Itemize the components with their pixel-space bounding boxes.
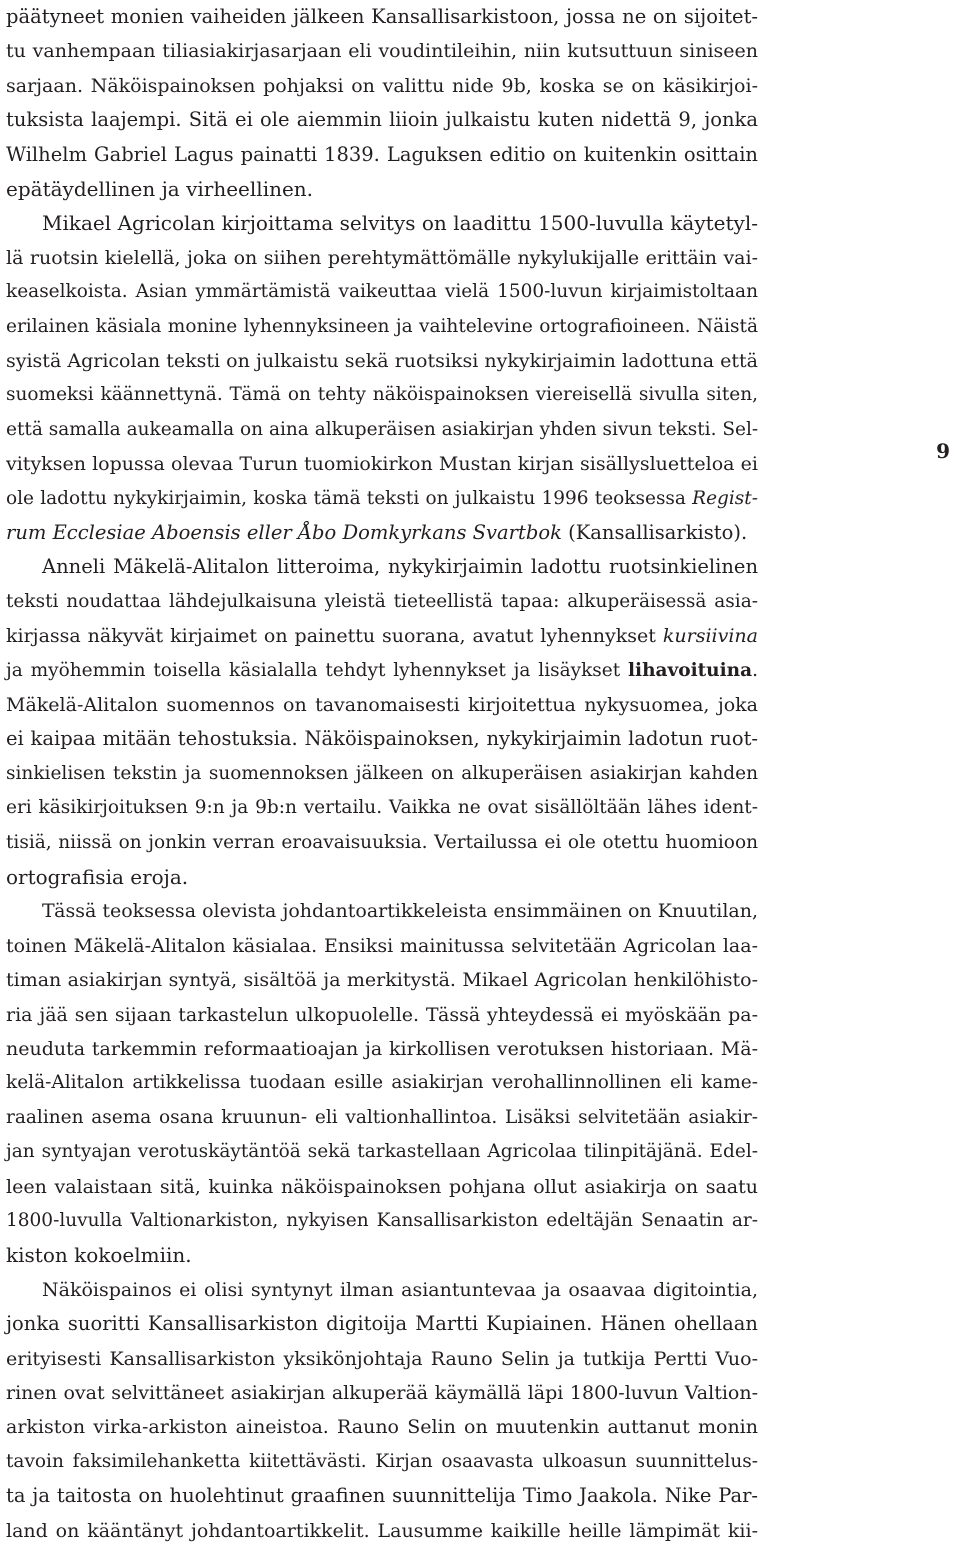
text-segment: kiston kokoelmiin. <box>6 1243 192 1268</box>
text-segment: ole ladottu nykykirjaimin, koska tämä teksti on julkaistu 1996 teoksessa <box>6 487 693 509</box>
text-line <box>6 1342 758 1376</box>
text-segment: rinen ovat selvittäneet asiakirjan alkuperää käymällä läpi 1800-luvun Valtion- <box>6 1382 758 1404</box>
text-segment: neuduta tarkemmin reformaatioajan ja kirkollisen verotuksen historiaan. Mä- <box>6 1038 758 1060</box>
text-line <box>6 1514 758 1548</box>
text-segment: sinkielisen tekstin ja suomennoksen jälkeen on alkuperäisen asiakirjan kahden <box>6 762 758 784</box>
text-segment: teksti noudattaa lähdejulkaisuna yleistä tieteellistä tapaa: alkuperäisessä asia- <box>6 590 758 612</box>
text-line <box>6 998 758 1032</box>
text-segment: erityisesti Kansallisarkiston yksikönjohtaja Rauno Selin ja tutkija Pertti Vuo- <box>6 1347 758 1370</box>
text-segment: rum Ecclesiae Aboensis eller Åbo Domkyrkans Svartbok <box>6 521 562 544</box>
text-line <box>6 172 758 206</box>
text-segment: tu vanhempaan tiliasiakirjasarjaan eli voudintileihin, niin kutsuttuun siniseen <box>6 40 758 63</box>
text-line <box>6 206 758 240</box>
text-segment: sarjaan. Näköispainoksen pohjaksi on valittu nide 9b, koska se on käsikirjoi- <box>6 74 758 97</box>
text-line <box>6 550 758 584</box>
page-number: 9 <box>936 439 950 463</box>
text-segment: jonka suoritti Kansallisarkiston digitoija Martti Kupiainen. Hänen ohellaan <box>6 1312 758 1336</box>
text-segment: (Kansallisarkisto). <box>561 521 748 544</box>
text-line <box>6 34 758 68</box>
text-line <box>6 1410 758 1444</box>
text-line <box>6 344 758 378</box>
text-line <box>6 103 758 137</box>
text-line <box>6 138 758 172</box>
text-line <box>6 241 758 275</box>
text-segment: kelä-Alitalon artikkelissa tuodaan esille asiakirjan verohallinnollinen eli kame- <box>6 1072 758 1094</box>
text-segment: jan syntyajan verotuskäytäntöä sekä tarkastellaan Agricolaa tilinpitäjänä. Edel- <box>6 1141 758 1163</box>
text-line <box>6 1273 758 1307</box>
text-line <box>6 1445 758 1479</box>
text-segment: erilainen käsiala monine lyhennyksineen ja vaihtelevine ortografioineen. Näistä <box>6 315 758 337</box>
text-segment: ei kaipaa mitään tehostuksia. Näköispainoksen, nykykirjaimin ladotun ruot- <box>6 727 758 751</box>
text-segment: epätäydellinen ja virheellinen. <box>6 177 314 201</box>
text-segment: toinen Mäkelä-Alitalon käsialaa. Ensiksi mainitussa selvitetään Agricolan laa- <box>6 934 758 957</box>
text-line <box>6 69 758 103</box>
text-line <box>6 791 758 825</box>
text-segment: land on kääntänyt johdantoartikkelit. Lausumme kaikille heille lämpimät kii- <box>6 1519 758 1542</box>
text-segment: lihavoituina <box>628 659 753 681</box>
text-line <box>6 1479 758 1513</box>
text-line <box>6 516 758 550</box>
text-segment: ja myöhemmin toisella käsialalla tehdyt lyhennykset ja lisäykset <box>6 659 629 681</box>
text-segment: timan asiakirjan syntyä, sisältöä ja merkitystä. Mikael Agricolan henkilöhisto- <box>6 969 758 992</box>
text-line <box>6 722 758 756</box>
text-line <box>6 1170 758 1204</box>
text-segment: . <box>752 659 758 681</box>
text-line <box>6 619 758 653</box>
text-line <box>6 826 758 860</box>
text-line <box>6 1307 758 1341</box>
text-segment: tisiä, niissä on jonkin verran eroavaisuuksia. Vertailussa ei ole otettu huomioon <box>6 831 758 853</box>
text-line <box>6 757 758 791</box>
text-segment: lä ruotsin kielellä, joka on siihen perehtymättömälle nykylukijalle erittäin vai- <box>6 246 758 269</box>
text-line <box>6 482 758 516</box>
text-segment: keaselkoista. Asian ymmärtämistä vaikeuttaa vielä 1500-luvun kirjaimistoltaan <box>6 281 758 303</box>
text-segment: eri käsikirjoituksen 9:n ja 9b:n vertailu. Vaikka ne ovat sisällöltään lähes ident- <box>6 797 758 819</box>
text-line <box>6 585 758 619</box>
text-segment: päätyneet monien vaiheiden jälkeen Kansallisarkistoon, jossa ne on sijoitet- <box>6 5 758 28</box>
text-segment: leen valaistaan sitä, kuinka näköispainoksen pohjana ollut asiakirja on saatu <box>6 1175 758 1198</box>
text-line <box>6 1238 758 1272</box>
text-segment: tavoin faksimilehanketta kiitettävästi. Kirjan osaavasta ulkoasun suunnittelus- <box>6 1450 758 1472</box>
text-segment: Näköispainos ei olisi syntynyt ilman asiantuntevaa ja osaavaa digitointia, <box>42 1278 758 1301</box>
text-line <box>6 275 758 309</box>
text-segment: että samalla aukeamalla on aina alkuperäisen asiakirjan yhden sivun teksti. Sel- <box>6 418 759 440</box>
text-segment: vityksen lopussa olevaa Turun tuomiokirkon Mustan kirjan sisällysluetteloa ei <box>6 453 758 476</box>
text-segment: 1800-luvulla Valtionarkiston, nykyisen Kansallisarkiston edeltäjän Senaatin ar- <box>6 1210 758 1231</box>
text-line <box>6 1066 758 1100</box>
text-line <box>6 447 758 481</box>
text-segment: Mikael Agricolan kirjoittama selvitys on laadittu 1500-luvulla käytetyl- <box>42 211 758 236</box>
text-line <box>6 1204 758 1238</box>
text-line <box>6 1032 758 1066</box>
text-line <box>6 1135 758 1169</box>
text-segment: ta ja taitosta on huolehtinut graafinen suunnittelija Timo Jaakola. Nike Par- <box>6 1484 758 1508</box>
text-segment: Tässä teoksessa olevista johdantoartikkeleista ensimmäinen on Knuutilan, <box>42 900 758 923</box>
text-segment: Regist- <box>692 487 758 509</box>
text-line <box>6 310 758 344</box>
text-line <box>6 0 758 34</box>
text-segment: Anneli Mäkelä-Alitalon litteroima, nykykirjaimin ladottu ruotsinkielinen <box>42 555 758 579</box>
text-segment: arkiston virka-arkiston aineistoa. Rauno Selin on muutenkin auttanut monin <box>6 1416 758 1439</box>
text-segment: syistä Agricolan teksti on julkaistu sekä ruotsiksi nykykirjaimin ladottuna että <box>6 350 758 372</box>
text-segment: Wilhelm Gabriel Lagus painatti 1839. Laguksen editio on kuitenkin osittain <box>6 142 758 166</box>
text-line <box>6 378 758 412</box>
text-line <box>6 860 758 894</box>
text-segment: Mäkelä-Alitalon suomennos on tavanomaisesti kirjoitettua nykysuomea, joka <box>6 694 758 716</box>
text-segment: ria jää sen sijaan tarkastelun ulkopuolelle. Tässä yhteydessä ei myöskään pa- <box>6 1003 758 1026</box>
text-line <box>6 929 758 963</box>
text-line <box>6 413 758 447</box>
text-line <box>6 688 758 722</box>
text-segment: suomeksi käännettynä. Tämä on tehty näköispainoksen viereisellä sivulla siten, <box>6 384 758 406</box>
text-segment: kursiivina <box>662 625 758 648</box>
text-line <box>6 1101 758 1135</box>
text-line <box>6 654 758 688</box>
text-segment: ortografisia eroja. <box>6 865 189 889</box>
text-segment: kirjassa näkyvät kirjaimet on painettu suorana, avatut lyhennykset <box>6 625 663 648</box>
text-line <box>6 894 758 928</box>
text-segment: raalinen asema osana kruunun- eli valtionhallintoa. Lisäksi selvitetään asiakir- <box>6 1106 758 1128</box>
text-line <box>6 1376 758 1410</box>
text-line <box>6 963 758 997</box>
text-segment: tuksista laajempi. Sitä ei ole aiemmin liioin julkaistu kuten nidettä 9, jonka <box>6 108 758 132</box>
